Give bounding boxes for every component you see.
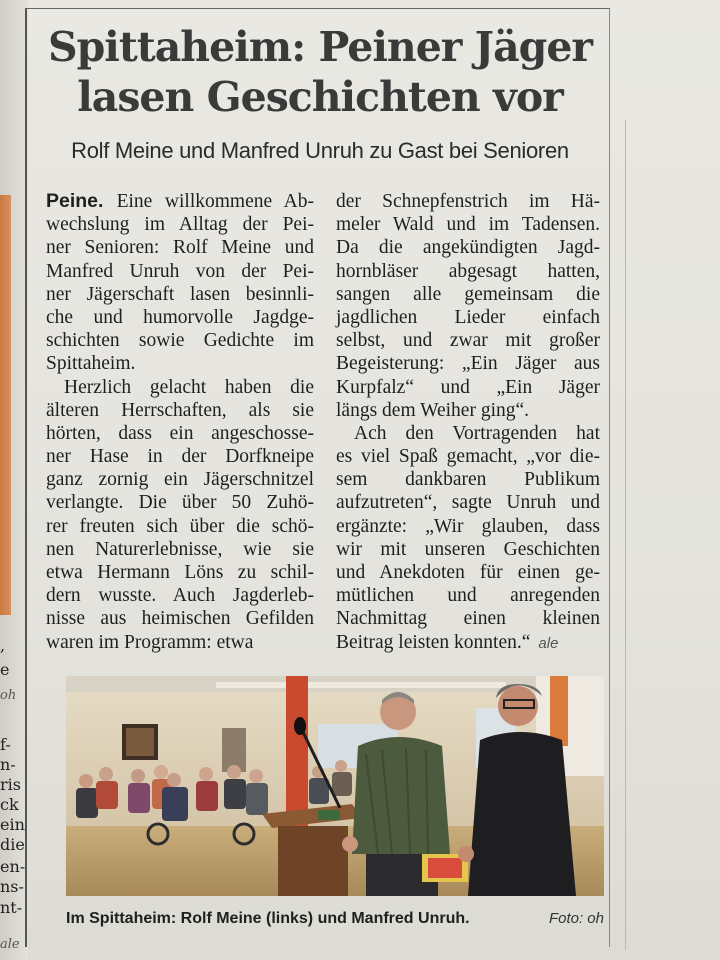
text-line-content: aufzutreten“, sagte Unruh und [336,492,600,514]
text-line-content: wechslung im Alltag der Pei- [46,214,314,236]
text-line [336,631,600,654]
adjacent-fragment: en- [0,857,26,876]
text-line-content: meler Wald und im Tadensen. [336,214,600,236]
text-line [46,468,314,491]
text-line-content: che und humorvolle Jagdge- [46,306,314,328]
text-line [336,352,600,375]
adjacent-fragment: die [0,835,25,854]
text-line [336,515,600,538]
text-line-content: ganz zornig ein Jägerschnitzel [46,469,314,491]
adjacent-fragment: e [0,660,10,679]
text-line [46,213,314,236]
text-line [336,445,600,468]
text-line [336,283,600,306]
text-line [336,468,600,491]
text-line-content: Ach den Vortragenden hat [354,422,600,444]
text-line [46,584,314,607]
subheadline: Rolf Meine und Manfred Unruh zu Gast bei Senioren [71,138,569,163]
text-line [46,376,314,399]
text-line-content: Spittaheim. [46,353,136,375]
text-line [46,190,314,213]
text-line [46,283,314,306]
text-line-content: Kurpfalz“ und „Ein Jäger [336,376,600,398]
text-line-content: ner Senioren: Rolf Meine und [46,237,314,259]
text-line [46,445,314,468]
adjacent-fragment: ein [0,815,25,834]
text-line [46,491,314,514]
text-line [336,306,600,329]
text-line-content: Begeisterung: „Ein Jäger aus [336,353,600,375]
text-line-content: ner Hase in der Dorfkneipe [46,446,314,468]
headline [40,22,600,122]
text-line [46,236,314,259]
text-line [336,491,600,514]
text-line [336,422,600,445]
text-line-content: Eine willkommene Ab- [116,191,314,212]
adjacent-fragment: oh [0,688,17,703]
text-line [46,260,314,283]
text-line-content: hörten, dass ein angeschosse- [46,422,314,444]
text-line-content: ergänzte: „Wir glauben, dass [336,515,600,537]
text-line-content: jagdlichen Lieder einfach [336,306,600,328]
text-line [46,561,314,584]
text-line [46,631,314,654]
text-line [336,329,600,352]
article-column-2 [336,190,600,654]
text-line-content: Nachmittag einen kleinen [336,608,600,630]
text-line [46,515,314,538]
text-line [46,329,314,352]
text-line-content: sangen alle gemeinsam die [336,283,600,305]
author-initials: ale [538,634,559,652]
text-line-content: nen Naturerlebnisse, wie sie [46,538,314,560]
text-line-content: der Schnepfenstrich im Hä- [336,191,600,212]
text-line-content: dern wusste. Auch Jagderleb- [46,585,314,607]
text-line [336,399,600,422]
text-line-content: es viel Spaß gemacht, „vor die- [336,446,600,468]
text-line-content: Manfred Unruh von der Pei- [46,260,314,282]
text-line [336,561,600,584]
text-line-content: sem dankbaren Publikum [336,469,600,491]
text-line-content: Herzlich gelacht haben die [64,376,314,398]
text-line-content: mütlichen und anregenden [336,585,600,607]
adjacent-fragment: n- [0,755,16,774]
photo-illustration [66,676,604,896]
adjacent-fragment: ale [0,937,20,952]
text-line-content: selbst, und zwar mit großer [336,330,600,352]
headline-line-1: Spittaheim: Peiner Jäger [47,23,593,71]
text-line [46,607,314,630]
text-line [46,306,314,329]
adjacent-fragment: , [0,636,6,655]
text-line-content: verlangte. Die über 50 Zuhö- [46,492,314,514]
text-line [336,213,600,236]
text-line-content: längs dem Weiher ging“. [336,399,530,421]
adjacent-fragment: f- [0,735,11,754]
article-photo [66,676,604,896]
text-line [46,352,314,375]
text-line-content: etwa Hermann Löns zu schil- [46,562,314,583]
article-column-1 [46,190,314,654]
text-line-content: älteren Herrschaften, als sie [46,399,314,421]
adjacent-fragment: nt- [0,898,23,917]
text-line [46,538,314,561]
text-line [336,538,600,561]
headline-line-2: lasen Geschichten vor [77,73,563,121]
text-line [336,236,600,259]
adjacent-fragment: ck [0,795,19,814]
text-line-content: nisse aus heimischen Gefilden [46,608,314,630]
text-line [46,399,314,422]
text-line [336,190,600,213]
text-line-content: rer freuten sich über die schö- [46,515,314,537]
text-line-content: Beitrag leisten konnten.“ [336,631,531,653]
column-rule [625,120,626,950]
photo-caption [66,910,604,928]
text-line [336,607,600,630]
caption-text: Im Spittaheim: Rolf Meine (links) und Manfred Unruh. [66,910,470,927]
text-line [336,260,600,283]
text-line [46,422,314,445]
adjacent-fragment: ns- [0,877,24,896]
text-line [336,376,600,399]
text-line [336,584,600,607]
text-line-content: und Anekdoten für einen ge- [336,562,600,583]
text-line-content: waren im Programm: etwa [46,631,254,653]
text-line-content: hornbläser abgesagt hatten, [336,260,600,282]
text-line-content: wir mit unseren Geschichten [336,538,600,560]
photo-credit: Foto: oh [548,910,604,927]
adjacent-fragment: ris [0,775,21,794]
adjacent-photo-edge [0,195,11,615]
text-line-content: schichten sowie Gedichte im [46,330,314,352]
text-line-content: ner Jägerschaft lasen besinnli- [46,283,314,305]
dateline: Peine. [46,190,117,212]
text-line-content: Da die angekündigten Jagd- [336,237,600,259]
